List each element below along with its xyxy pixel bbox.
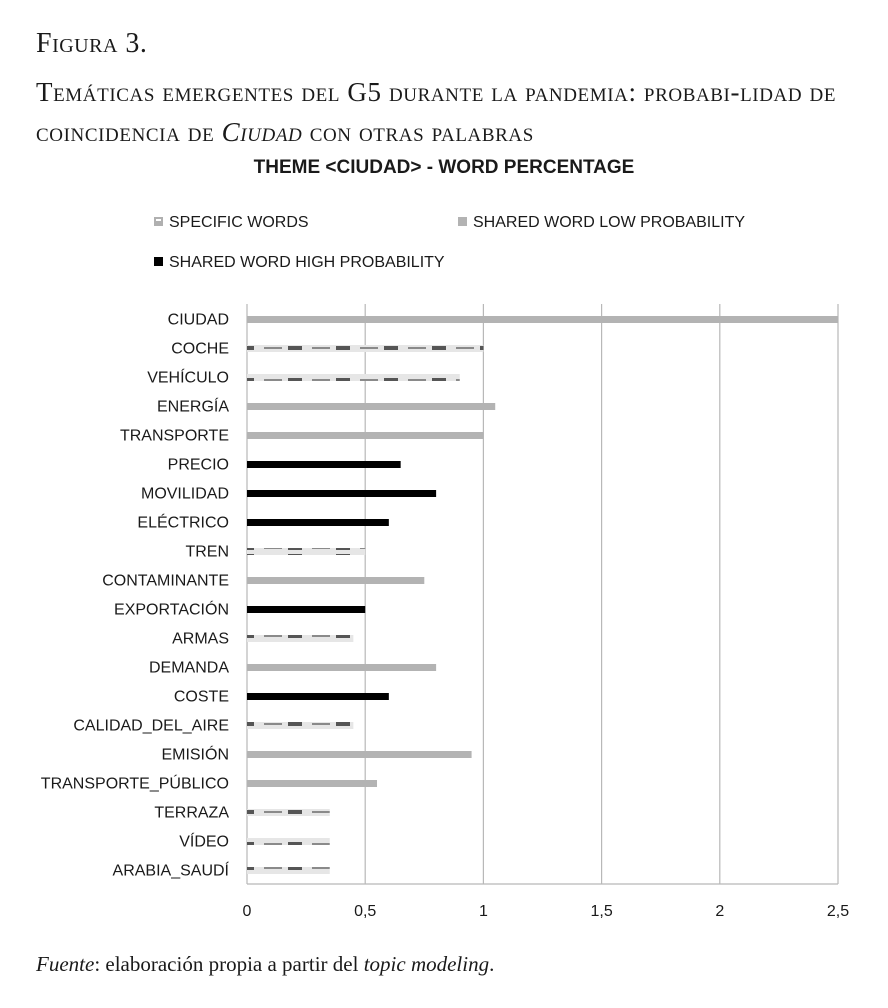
bar — [247, 780, 377, 787]
bar — [247, 635, 353, 642]
source-italic: topic modeling — [363, 952, 490, 976]
category-label: PRECIO — [167, 456, 229, 474]
x-tick-label: 1,5 — [590, 903, 613, 920]
bar — [247, 548, 365, 555]
source-end: . — [489, 952, 495, 976]
bar — [247, 316, 838, 323]
category-label: ARABIA_SAUDÍ — [112, 862, 229, 880]
bar — [247, 867, 330, 874]
bar — [247, 809, 330, 816]
category-label: CONTAMINANTE — [102, 572, 229, 590]
x-tick-label: 2 — [715, 903, 725, 920]
bar — [247, 693, 389, 700]
figure-title-italic: Ciudad — [221, 117, 303, 147]
category-label: COSTE — [173, 688, 229, 706]
source-label: Fuente — [36, 952, 95, 976]
figure-title-text: Temáticas emergentes del G5 durante la pandemia: probabi-lidad de coincidencia de — [36, 77, 837, 147]
bar — [247, 519, 389, 526]
bar — [247, 374, 460, 381]
legend-swatch — [154, 257, 163, 266]
x-tick-label: 0,5 — [354, 903, 377, 920]
x-tick-label: 1 — [478, 903, 488, 920]
bars — [247, 316, 838, 874]
legend-label: SHARED WORD HIGH PROBABILITY — [169, 254, 445, 271]
category-label: VÍDEO — [179, 833, 229, 851]
legend-swatch-pattern — [156, 219, 161, 221]
category-label: EXPORTACIÓN — [114, 601, 229, 619]
legend — [154, 214, 745, 271]
category-label: CIUDAD — [167, 311, 229, 329]
bar — [247, 490, 436, 497]
category-label: TERRAZA — [154, 804, 229, 822]
bar — [247, 432, 483, 439]
bar — [247, 461, 401, 468]
legend-label: SPECIFIC WORDS — [169, 214, 309, 231]
bar — [247, 751, 472, 758]
bar — [247, 577, 424, 584]
bar — [247, 664, 436, 671]
bar — [247, 838, 330, 845]
chart-title: THEME <CIUDAD> - WORD PERCENTAGE — [253, 157, 635, 178]
category-label: TRANSPORTE_PÚBLICO — [40, 775, 229, 793]
figure-title-end: con otras palabras — [302, 117, 534, 147]
bar — [247, 606, 365, 613]
bar — [247, 345, 483, 352]
category-label: ENERGÍA — [156, 398, 229, 416]
category-label: CALIDAD_DEL_AIRE — [73, 717, 229, 735]
category-label: ELÉCTRICO — [137, 514, 229, 532]
category-label: COCHE — [171, 340, 229, 358]
category-label: VEHÍCULO — [147, 369, 229, 387]
category-label: MOVILIDAD — [140, 485, 229, 503]
bar — [247, 403, 495, 410]
figure-label: Figura 3. — [36, 28, 148, 59]
tick-labels — [243, 903, 850, 920]
source-text: : elaboración propia a partir del — [94, 952, 364, 976]
category-label: ARMAS — [172, 630, 229, 648]
bar — [247, 722, 353, 729]
source-note — [36, 952, 494, 977]
category-label: DEMANDA — [148, 659, 229, 677]
category-label: EMISIÓN — [161, 746, 229, 764]
category-label: TRANSPORTE — [119, 427, 229, 445]
legend-swatch — [458, 217, 467, 226]
grid — [247, 304, 838, 884]
x-tick-label: 0 — [242, 903, 252, 920]
category-labels — [41, 312, 230, 880]
legend-swatch — [154, 217, 163, 226]
x-tick-label: 2,5 — [826, 903, 850, 920]
category-label: TREN — [185, 543, 229, 561]
legend-label: SHARED WORD LOW PROBABILITY — [473, 214, 746, 231]
